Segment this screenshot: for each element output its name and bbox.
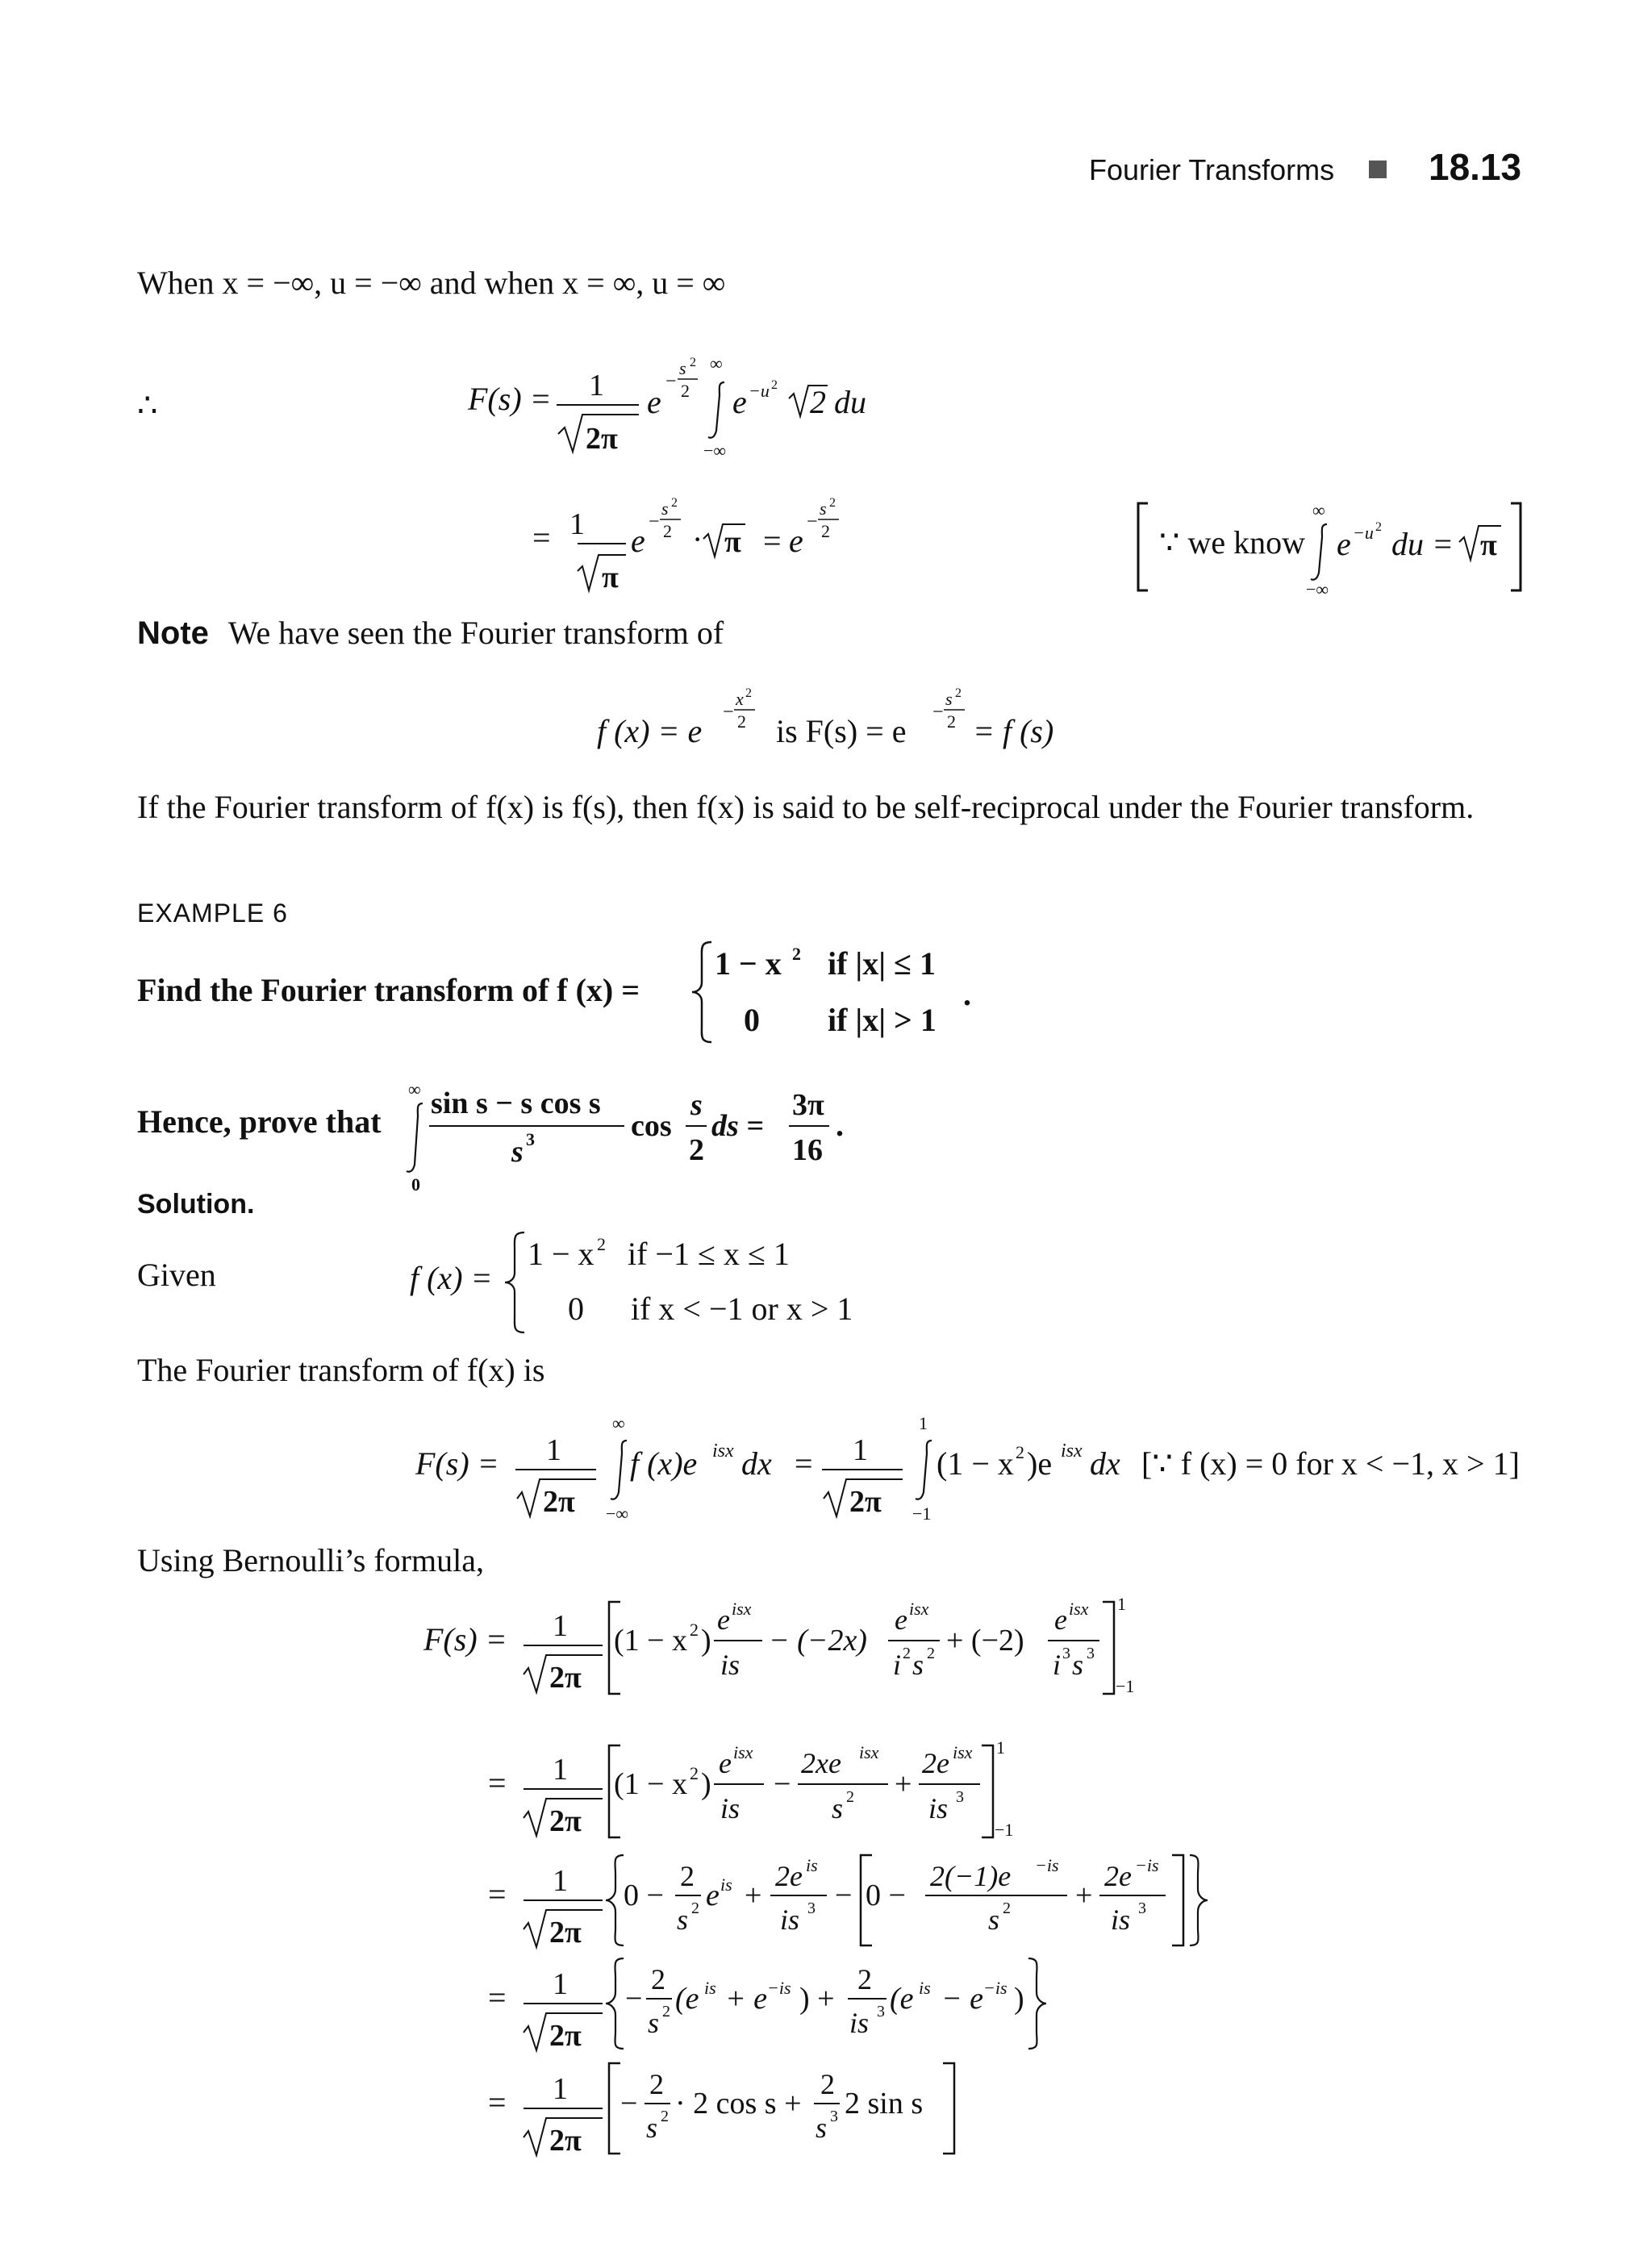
b2-sqrt: 2π [549,1804,582,1838]
b2-isx2: isx [859,1742,879,1762]
b1-lower: −1 [1116,1676,1135,1696]
intro-line: When x = −∞, u = −∞ and when x = ∞, u = ∞ [137,265,726,301]
note-label: Note [137,615,209,651]
q-zero: 0 [744,1002,760,1038]
c-plus: + [745,1879,762,1912]
qi-16: 16 [792,1133,823,1167]
equation-ft-definition [415,1412,1529,1524]
c-2e: 2e [775,1860,803,1892]
note-paragraph: If the Fourier transform of f(x) is f(s), then f(x) is said to be self-reciprocal under the Fourier transform. [137,789,1475,825]
ri-upper: ∞ [1312,500,1325,520]
d-sqrt: 2π [549,2019,582,2053]
c-2e2: 2e [1104,1860,1132,1892]
note-text: We have seen the Fourier transform of [227,615,724,651]
b2-s-sq: 2 [846,1788,854,1806]
eq-fs: = f (s) [973,713,1054,749]
page-number: 18.13 [1429,146,1522,188]
sr-den: 2 [737,711,746,732]
b2-isx3: isx [953,1742,973,1762]
b2-sq: 2 [690,1763,699,1783]
exp-sq-2: 2 [671,496,678,510]
ft-int2b: )e [1027,1445,1053,1482]
e-2: 2 [649,2068,664,2100]
num-1b: 1 [569,507,585,541]
running-title: Fourier Transforms [1089,153,1335,186]
equation-simplify [532,492,887,597]
b1-upper: 1 [1117,1594,1126,1614]
b2-e: e [719,1747,732,1779]
b2-isx: isx [733,1742,753,1762]
b2-is3: is [928,1792,949,1824]
c-sqrt: 2π [549,1916,582,1950]
e-eq: = [488,2084,507,2120]
d-2: 2 [651,1963,665,1995]
upper-inf: ∞ [710,353,723,373]
sr-sq: 2 [745,686,752,700]
c-num: 1 [553,1864,568,1898]
qi-period: . [836,1107,844,1143]
exp-minus-3: − [807,511,818,532]
e-2sin: 2 sin s [845,2087,924,2120]
ft-dx2: dx [1090,1445,1120,1482]
e-num: 1 [553,2072,568,2106]
solution-label: Solution. [137,1189,255,1220]
is-fs: is F(s) = e [776,713,907,749]
equation-self-reciprocal [597,686,1081,766]
b2-2e: 2e [922,1747,949,1779]
given-zero: 0 [568,1291,584,1327]
example-label: EXAMPLE 6 [137,899,288,928]
d-minus-e: − e [941,1982,984,2016]
ri-e: e [1337,526,1351,562]
b1-isx: isx [732,1599,752,1619]
qi-den: s [511,1135,524,1169]
d-minus: − [625,1982,643,2016]
ri-lower: −∞ [1306,579,1329,599]
ft-num2: 1 [853,1433,868,1467]
reminder-bracket [1133,492,1537,597]
q-sq: 2 [792,944,801,964]
given-c1: if −1 ≤ x ≤ 1 [628,1236,790,1272]
fx-eq: f (x) = e [597,713,703,749]
qi-upper: ∞ [408,1079,421,1099]
sqrt-2pi: 2π [586,422,618,456]
qi-cos: cos [631,1109,672,1143]
fs-lhs: F(s) = [468,381,552,417]
ft-num: 1 [546,1433,561,1467]
b1-lhs: F(s) = [423,1621,507,1658]
note-line [137,615,724,652]
exp-den-3: 2 [821,521,830,541]
b1-paren: (1 − x [614,1624,688,1658]
q-if1: if |x| ≤ 1 [828,945,937,982]
e-sqrt: 2π [549,2124,582,2158]
b1-isx2: isx [909,1599,929,1619]
exp-s-3: s [820,498,827,519]
b2-eq: = [488,1765,507,1801]
b1-e2: e [895,1603,907,1636]
ft-lower2: −1 [912,1503,932,1524]
d-is2: is [919,1978,931,1998]
c-2: 2 [680,1860,695,1892]
ft-lower: −∞ [606,1503,629,1524]
c-neg-is2: −is [1135,1855,1159,1875]
sr-x: x [736,689,744,709]
c-is: is [720,1874,732,1895]
qi-lower: 0 [411,1174,420,1195]
c-e: e [706,1879,720,1912]
qi-s: s [690,1088,703,1122]
b1-m2x: − (−2x) [769,1624,867,1658]
given-label: Given [137,1257,216,1293]
b1-e3: e [1054,1603,1067,1636]
ri-neg-u: −u [1353,523,1374,543]
d-num: 1 [553,1967,568,2001]
equation-substitution [488,1845,1214,1950]
b1-i-cube: 3 [1062,1645,1070,1662]
d-is-cube: 3 [877,2003,885,2020]
qi-2: 2 [689,1133,704,1167]
ri-sq: 2 [1375,520,1382,534]
ft-upper: ∞ [612,1413,625,1433]
qi-ds: ds = [711,1109,764,1143]
eq-sign-2: = [763,523,782,559]
q-line1: 1 − x [715,945,782,982]
c-0minus2: 0 − [866,1879,906,1912]
equation-trig [488,2054,988,2158]
e-s-sq: 2 [661,2108,669,2125]
neg-u: −u [749,381,770,401]
sqrt2-du: 2 du [810,384,866,420]
b2-paren: (1 − x [614,1767,688,1801]
exp-s-2: s [661,498,669,519]
ft-upper2: 1 [919,1413,928,1433]
qi-3pi: 3π [792,1088,824,1122]
c-s2: s [988,1904,1000,1936]
ft-fxe: f (x)e [630,1445,698,1482]
question-part1: Find the Fourier transform of f (x) = [137,972,640,1008]
b2-plus: + [895,1767,912,1801]
exp-sq-3: 2 [829,496,836,510]
d-s-sq: 2 [662,2003,670,2020]
b1-plus-m2: + (−2) [946,1624,1024,1658]
exp-den: 2 [681,381,690,401]
b2-is-cube: 3 [956,1788,964,1806]
header-square-icon [1369,161,1387,178]
c-is3: is [780,1904,800,1936]
e-neg-u2: e [732,384,747,420]
c-s: s [677,1904,689,1936]
c-minus: − [835,1879,853,1912]
d-close: ) [1014,1982,1024,2016]
equation-bernoulli-1 [423,1589,1214,1702]
c-s-sq: 2 [691,1899,699,1917]
b1-s-sq: 2 [927,1645,935,1662]
ft-int2: (1 − x [937,1445,1014,1482]
equation-fs-gaussian [468,347,920,468]
b1-sq: 2 [690,1620,699,1640]
d-is: is [704,1978,716,1998]
d-paren1: (e [675,1982,699,2016]
d-2b: 2 [857,1963,872,1995]
ft-isx: isx [712,1441,734,1462]
d-close-plus: ) + [799,1982,835,2016]
e-base: e [647,384,661,420]
num-1: 1 [589,369,604,402]
ft-sqrt: 2π [543,1485,575,1519]
lower-neg-inf: −∞ [703,440,727,461]
c-s2-sq: 2 [1003,1899,1011,1917]
equation-grouping [488,1949,1101,2054]
d-paren2: (e [890,1982,914,2016]
c-eq: = [488,1876,507,1912]
e-base-3: e [789,523,803,559]
sr-sq-2: 2 [955,686,962,700]
b2-2xe: 2xe [801,1747,841,1779]
b2-num: 1 [553,1753,568,1787]
bernoulli-intro: Using Bernoulli’s formula, [137,1542,484,1578]
d-neg-is: −is [767,1978,791,1998]
b2-s: s [832,1792,844,1824]
e-s-cube: 3 [830,2108,838,2125]
given-l1: 1 − x [528,1236,594,1272]
exp-s: s [679,358,686,378]
b2-minus: − [774,1767,791,1801]
given-piecewise [410,1226,910,1339]
c-2m1e: 2(−1)e [930,1860,1012,1892]
sr-minus-2: − [932,702,944,723]
e-base-2: e [631,523,645,559]
e-s3: s [816,2112,828,2144]
ft-sq: 2 [1016,1442,1024,1462]
ft-dx: dx [741,1445,772,1482]
b2-close: ) [701,1767,711,1801]
ri-du: du = [1391,526,1454,562]
c-is2: is [806,1855,818,1875]
d-is3: is [849,2007,870,2039]
b1-close: ) [701,1624,711,1658]
ri-sqrtpi: π [1480,528,1497,562]
neg-u-sq: 2 [771,378,778,392]
d-eq: = [488,1979,507,2016]
qi-num: sin s − s cos s [431,1086,601,1120]
d-plus-e: + e [725,1982,768,2016]
ft-sqrt2: 2π [849,1485,882,1519]
question-piecewise [692,936,999,1049]
b1-s: s [912,1649,924,1681]
exp-den-2: 2 [663,521,672,541]
transform-intro: The Fourier transform of f(x) is [137,1352,545,1388]
c-0minus: 0 − [624,1879,664,1912]
c-neg-is: −is [1035,1855,1059,1875]
b2-lower: −1 [995,1820,1014,1840]
sr-den-2: 2 [947,711,956,732]
b1-s3: s [1072,1649,1084,1681]
c-is-cube2: 3 [1138,1899,1146,1917]
b1-i: i [893,1649,902,1681]
ft-lhs: F(s) = [415,1445,499,1482]
e-minus: − [620,2087,638,2120]
given-lhs: f (x) = [410,1260,493,1296]
ft-eq2: = [795,1445,813,1482]
d-neg-is2: −is [983,1978,1007,1998]
qi-den-exp: 3 [526,1129,535,1149]
sqrt-pi-2: π [724,525,741,559]
b1-num: 1 [553,1609,568,1643]
sr-s: s [945,689,953,709]
question-part2: Hence, prove that [137,1103,382,1140]
b1-i-sq: 2 [903,1645,911,1662]
q-if2: if |x| > 1 [828,1002,937,1038]
b1-s-cube: 3 [1087,1645,1095,1662]
exp-minus-2: − [649,511,660,532]
eq-sign: = [532,519,551,556]
given-c2: if x < −1 or x > 1 [631,1291,853,1327]
e-2b: 2 [820,2068,835,2100]
c-plus2: + [1075,1879,1093,1912]
ft-isx2: isx [1061,1441,1083,1462]
exp-sq: 2 [690,356,696,369]
c-is3b: is [1111,1904,1131,1936]
b1-e: e [717,1603,730,1636]
therefore-symbol: ∴ [137,387,158,423]
equation-bernoulli-2 [488,1733,1053,1845]
b1-isx3: isx [1069,1599,1089,1619]
given-sq: 2 [597,1234,606,1254]
sqrt-pi: π [602,561,619,594]
b2-is: is [720,1792,740,1824]
d-s: s [648,2007,660,2039]
we-know: ∵ we know [1159,524,1305,561]
b1-is: is [720,1649,740,1681]
dot: · [692,521,703,557]
b2-upper: 1 [996,1737,1005,1758]
question-integral [402,1079,886,1195]
c-is-cube: 3 [807,1899,816,1917]
ft-note: [∵ f (x) = 0 for x < −1, x > 1] [1141,1445,1520,1482]
e-s: s [646,2112,658,2144]
exp-minus: − [665,371,677,392]
sr-minus: − [723,702,734,723]
b1-sqrt: 2π [549,1661,582,1695]
e-2cos: · 2 cos s + [675,2087,802,2120]
q-period: . [963,976,971,1012]
b1-i3: i [1053,1649,1062,1681]
